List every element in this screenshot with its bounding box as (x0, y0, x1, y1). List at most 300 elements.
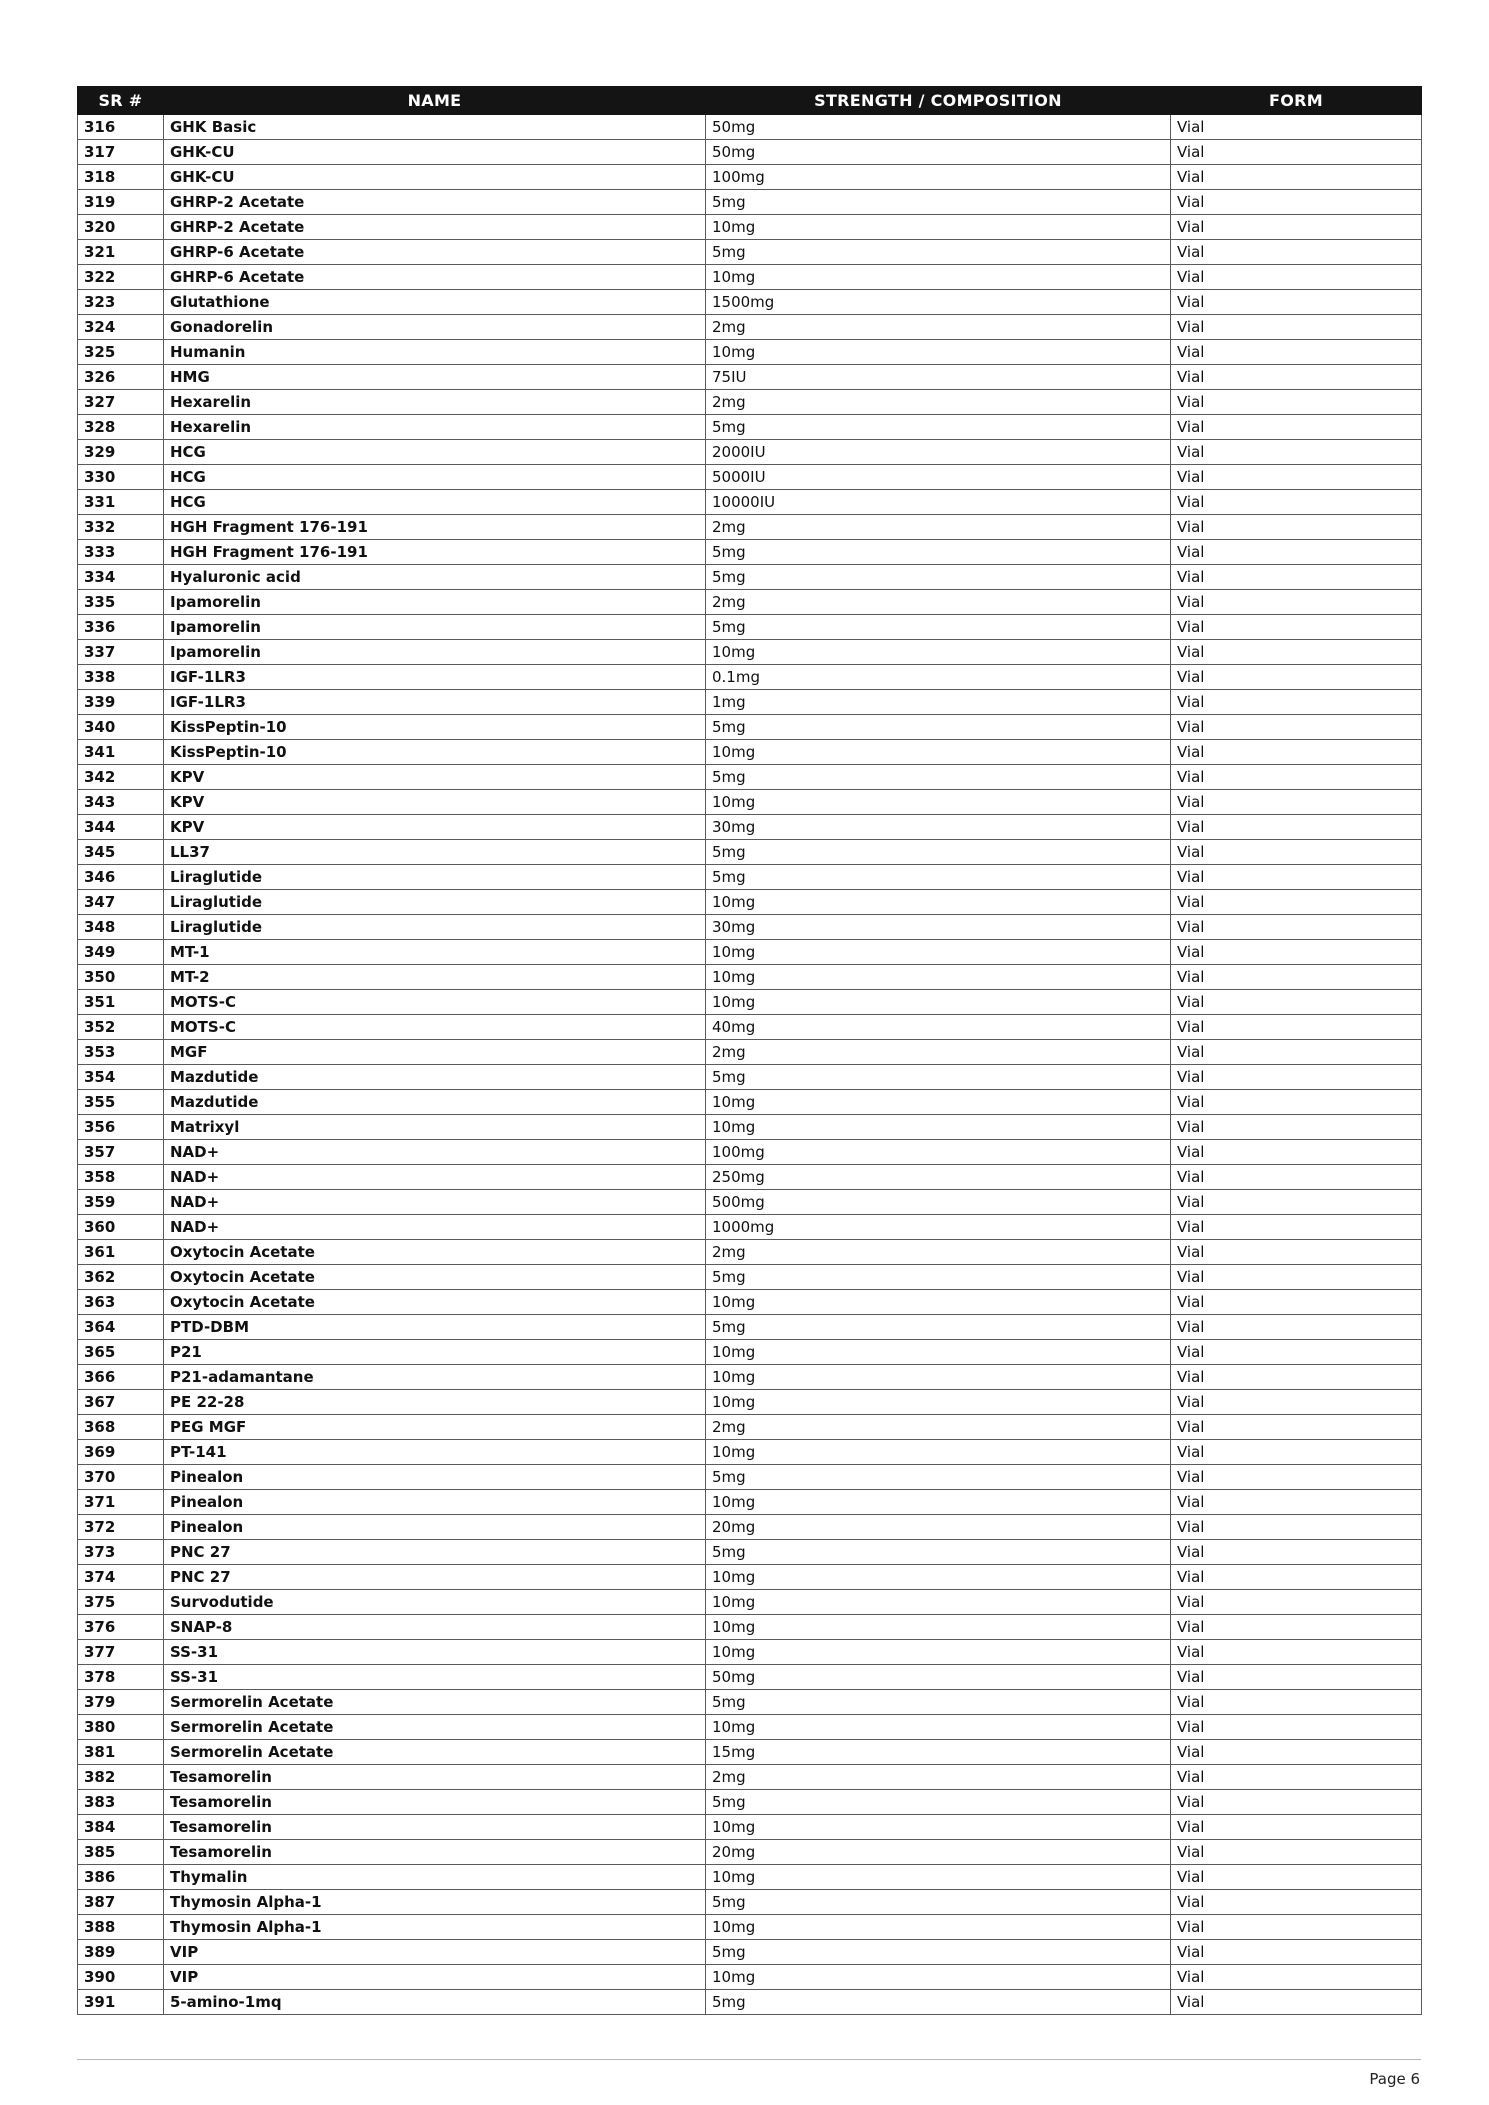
cell-name: PT-141 (164, 1440, 706, 1465)
cell-sr: 390 (78, 1965, 164, 1990)
cell-strength: 2mg (706, 315, 1171, 340)
cell-strength: 10mg (706, 1590, 1171, 1615)
cell-sr: 354 (78, 1065, 164, 1090)
cell-form: Vial (1171, 565, 1422, 590)
cell-form: Vial (1171, 540, 1422, 565)
cell-strength: 20mg (706, 1840, 1171, 1865)
cell-sr: 335 (78, 590, 164, 615)
cell-form: Vial (1171, 1190, 1422, 1215)
cell-form: Vial (1171, 290, 1422, 315)
cell-sr: 336 (78, 615, 164, 640)
cell-strength: 10mg (706, 1815, 1171, 1840)
cell-strength: 5mg (706, 1465, 1171, 1490)
table-row (78, 1340, 1422, 1365)
table-row (78, 365, 1422, 390)
cell-name: KPV (164, 815, 706, 840)
cell-form: Vial (1171, 1015, 1422, 1040)
cell-name: HCG (164, 465, 706, 490)
cell-form: Vial (1171, 965, 1422, 990)
table-row (78, 240, 1422, 265)
cell-sr: 321 (78, 240, 164, 265)
cell-strength: 5mg (706, 1940, 1171, 1965)
cell-sr: 355 (78, 1090, 164, 1115)
cell-form: Vial (1171, 1590, 1422, 1615)
cell-strength: 1500mg (706, 290, 1171, 315)
cell-strength: 10mg (706, 790, 1171, 815)
cell-form: Vial (1171, 415, 1422, 440)
cell-name: KissPeptin-10 (164, 740, 706, 765)
cell-form: Vial (1171, 1265, 1422, 1290)
cell-strength: 5000IU (706, 465, 1171, 490)
page-number: Page 6 (1369, 2070, 1420, 2088)
table-row (78, 1140, 1422, 1165)
cell-strength: 5mg (706, 1890, 1171, 1915)
cell-form: Vial (1171, 1090, 1422, 1115)
cell-name: Pinealon (164, 1515, 706, 1540)
cell-strength: 5mg (706, 1690, 1171, 1715)
cell-name: PTD-DBM (164, 1315, 706, 1340)
cell-sr: 342 (78, 765, 164, 790)
table-row (78, 1215, 1422, 1240)
cell-sr: 364 (78, 1315, 164, 1340)
cell-sr: 389 (78, 1940, 164, 1965)
cell-name: NAD+ (164, 1190, 706, 1215)
cell-name: KissPeptin-10 (164, 715, 706, 740)
cell-strength: 10mg (706, 1615, 1171, 1640)
cell-strength: 10mg (706, 1115, 1171, 1140)
cell-form: Vial (1171, 640, 1422, 665)
cell-sr: 316 (78, 115, 164, 140)
cell-strength: 100mg (706, 1140, 1171, 1165)
cell-strength: 10mg (706, 1965, 1171, 1990)
cell-form: Vial (1171, 940, 1422, 965)
cell-form: Vial (1171, 865, 1422, 890)
cell-form: Vial (1171, 1890, 1422, 1915)
table-row (78, 1715, 1422, 1740)
cell-name: Survodutide (164, 1590, 706, 1615)
cell-strength: 2000IU (706, 440, 1171, 465)
cell-sr: 383 (78, 1790, 164, 1815)
table-row (78, 590, 1422, 615)
table-row (78, 665, 1422, 690)
cell-form: Vial (1171, 440, 1422, 465)
table-row (78, 1440, 1422, 1465)
table-row (78, 990, 1422, 1015)
cell-strength: 10mg (706, 1440, 1171, 1465)
cell-form: Vial (1171, 365, 1422, 390)
table-row (78, 1690, 1422, 1715)
table-row (78, 965, 1422, 990)
cell-sr: 341 (78, 740, 164, 765)
cell-strength: 0.1mg (706, 665, 1171, 690)
cell-form: Vial (1171, 1615, 1422, 1640)
cell-strength: 5mg (706, 1265, 1171, 1290)
table-row (78, 865, 1422, 890)
table-row (78, 915, 1422, 940)
table-row (78, 1290, 1422, 1315)
cell-form: Vial (1171, 1065, 1422, 1090)
cell-strength: 2mg (706, 590, 1171, 615)
cell-name: Oxytocin Acetate (164, 1265, 706, 1290)
table-body (78, 115, 1422, 2015)
cell-sr: 361 (78, 1240, 164, 1265)
cell-name: 5-amino-1mq (164, 1990, 706, 2015)
table-row (78, 1015, 1422, 1040)
cell-sr: 362 (78, 1265, 164, 1290)
cell-strength: 2mg (706, 1765, 1171, 1790)
cell-form: Vial (1171, 740, 1422, 765)
cell-strength: 1000mg (706, 1215, 1171, 1240)
cell-sr: 377 (78, 1640, 164, 1665)
cell-sr: 352 (78, 1015, 164, 1040)
cell-strength: 2mg (706, 515, 1171, 540)
cell-strength: 20mg (706, 1515, 1171, 1540)
cell-strength: 40mg (706, 1015, 1171, 1040)
cell-sr: 359 (78, 1190, 164, 1215)
cell-sr: 343 (78, 790, 164, 815)
cell-sr: 374 (78, 1565, 164, 1590)
cell-form: Vial (1171, 665, 1422, 690)
cell-strength: 250mg (706, 1165, 1171, 1190)
cell-form: Vial (1171, 1315, 1422, 1340)
cell-strength: 5mg (706, 1315, 1171, 1340)
cell-name: MT-2 (164, 965, 706, 990)
cell-name: HGH Fragment 176-191 (164, 515, 706, 540)
cell-sr: 367 (78, 1390, 164, 1415)
cell-strength: 15mg (706, 1740, 1171, 1765)
cell-sr: 387 (78, 1890, 164, 1915)
cell-sr: 348 (78, 915, 164, 940)
cell-name: PE 22-28 (164, 1390, 706, 1415)
table-row (78, 690, 1422, 715)
cell-name: Hexarelin (164, 390, 706, 415)
table-row (78, 1665, 1422, 1690)
table-row (78, 490, 1422, 515)
cell-name: HCG (164, 490, 706, 515)
cell-strength: 10mg (706, 990, 1171, 1015)
cell-sr: 385 (78, 1840, 164, 1865)
cell-form: Vial (1171, 315, 1422, 340)
cell-form: Vial (1171, 1865, 1422, 1890)
table-row (78, 715, 1422, 740)
cell-strength: 100mg (706, 165, 1171, 190)
cell-sr: 340 (78, 715, 164, 740)
cell-name: GHK-CU (164, 140, 706, 165)
cell-strength: 5mg (706, 765, 1171, 790)
cell-strength: 5mg (706, 615, 1171, 640)
table-row (78, 1865, 1422, 1890)
cell-sr: 384 (78, 1815, 164, 1840)
cell-sr: 381 (78, 1740, 164, 1765)
cell-strength: 50mg (706, 140, 1171, 165)
cell-name: P21 (164, 1340, 706, 1365)
table-row (78, 190, 1422, 215)
table-row (78, 840, 1422, 865)
cell-form: Vial (1171, 840, 1422, 865)
cell-strength: 10mg (706, 1715, 1171, 1740)
table-row (78, 640, 1422, 665)
cell-sr: 331 (78, 490, 164, 515)
header-name: NAME (164, 87, 706, 115)
table-row (78, 940, 1422, 965)
cell-name: MOTS-C (164, 990, 706, 1015)
cell-sr: 375 (78, 1590, 164, 1615)
cell-form: Vial (1171, 1540, 1422, 1565)
cell-strength: 10mg (706, 1290, 1171, 1315)
cell-sr: 346 (78, 865, 164, 890)
cell-name: IGF-1LR3 (164, 665, 706, 690)
cell-name: Tesamorelin (164, 1815, 706, 1840)
cell-strength: 5mg (706, 415, 1171, 440)
cell-form: Vial (1171, 990, 1422, 1015)
table-row (78, 1515, 1422, 1540)
cell-sr: 347 (78, 890, 164, 915)
cell-sr: 365 (78, 1340, 164, 1365)
cell-strength: 10mg (706, 1365, 1171, 1390)
table-row (78, 440, 1422, 465)
cell-form: Vial (1171, 1715, 1422, 1740)
cell-form: Vial (1171, 1640, 1422, 1665)
cell-sr: 363 (78, 1290, 164, 1315)
cell-name: GHRP-2 Acetate (164, 215, 706, 240)
cell-strength: 10mg (706, 1340, 1171, 1365)
table-row (78, 1090, 1422, 1115)
cell-sr: 378 (78, 1665, 164, 1690)
table-row (78, 1490, 1422, 1515)
cell-strength: 1mg (706, 690, 1171, 715)
table-row (78, 1540, 1422, 1565)
cell-form: Vial (1171, 1165, 1422, 1190)
cell-name: PNC 27 (164, 1540, 706, 1565)
cell-strength: 5mg (706, 540, 1171, 565)
cell-form: Vial (1171, 715, 1422, 740)
cell-sr: 334 (78, 565, 164, 590)
table-row (78, 1815, 1422, 1840)
header-strength: STRENGTH / COMPOSITION (706, 87, 1171, 115)
cell-name: Liraglutide (164, 915, 706, 940)
cell-form: Vial (1171, 1390, 1422, 1415)
table-row (78, 115, 1422, 140)
cell-strength: 10mg (706, 890, 1171, 915)
cell-name: Humanin (164, 340, 706, 365)
cell-strength: 5mg (706, 1990, 1171, 2015)
cell-name: HGH Fragment 176-191 (164, 540, 706, 565)
cell-form: Vial (1171, 890, 1422, 915)
cell-sr: 344 (78, 815, 164, 840)
cell-name: PNC 27 (164, 1565, 706, 1590)
table-header (78, 87, 1422, 115)
cell-strength: 5mg (706, 1540, 1171, 1565)
cell-name: SS-31 (164, 1640, 706, 1665)
cell-sr: 351 (78, 990, 164, 1015)
cell-name: Tesamorelin (164, 1790, 706, 1815)
cell-form: Vial (1171, 1840, 1422, 1865)
cell-strength: 10mg (706, 340, 1171, 365)
cell-form: Vial (1171, 1215, 1422, 1240)
table-row (78, 1615, 1422, 1640)
cell-name: MGF (164, 1040, 706, 1065)
cell-name: GHRP-6 Acetate (164, 240, 706, 265)
cell-sr: 386 (78, 1865, 164, 1890)
cell-sr: 391 (78, 1990, 164, 2015)
table-row (78, 1590, 1422, 1615)
cell-name: LL37 (164, 840, 706, 865)
cell-sr: 327 (78, 390, 164, 415)
cell-form: Vial (1171, 1765, 1422, 1790)
cell-name: Liraglutide (164, 865, 706, 890)
cell-form: Vial (1171, 1490, 1422, 1515)
cell-strength: 5mg (706, 1790, 1171, 1815)
table-row (78, 565, 1422, 590)
cell-name: Pinealon (164, 1490, 706, 1515)
cell-form: Vial (1171, 590, 1422, 615)
table-row (78, 1190, 1422, 1215)
cell-name: P21-adamantane (164, 1365, 706, 1390)
cell-strength: 30mg (706, 815, 1171, 840)
cell-name: Pinealon (164, 1465, 706, 1490)
header-form: FORM (1171, 87, 1422, 115)
cell-sr: 325 (78, 340, 164, 365)
cell-strength: 10mg (706, 1640, 1171, 1665)
cell-strength: 2mg (706, 1415, 1171, 1440)
cell-name: Tesamorelin (164, 1765, 706, 1790)
table-row (78, 1265, 1422, 1290)
cell-strength: 75IU (706, 365, 1171, 390)
table-row (78, 1840, 1422, 1865)
cell-form: Vial (1171, 765, 1422, 790)
cell-form: Vial (1171, 1940, 1422, 1965)
cell-strength: 10mg (706, 265, 1171, 290)
cell-name: KPV (164, 790, 706, 815)
cell-name: Oxytocin Acetate (164, 1240, 706, 1265)
cell-name: NAD+ (164, 1215, 706, 1240)
cell-form: Vial (1171, 1740, 1422, 1765)
cell-name: MOTS-C (164, 1015, 706, 1040)
table-row (78, 1165, 1422, 1190)
table-row (78, 765, 1422, 790)
cell-form: Vial (1171, 690, 1422, 715)
cell-form: Vial (1171, 1240, 1422, 1265)
cell-strength: 10mg (706, 640, 1171, 665)
cell-sr: 356 (78, 1115, 164, 1140)
cell-strength: 5mg (706, 840, 1171, 865)
cell-sr: 330 (78, 465, 164, 490)
cell-name: Sermorelin Acetate (164, 1740, 706, 1765)
cell-sr: 320 (78, 215, 164, 240)
table-row (78, 1940, 1422, 1965)
header-row (78, 87, 1422, 115)
cell-form: Vial (1171, 815, 1422, 840)
cell-sr: 366 (78, 1365, 164, 1390)
table-row (78, 790, 1422, 815)
cell-strength: 5mg (706, 565, 1171, 590)
cell-strength: 10mg (706, 1865, 1171, 1890)
cell-form: Vial (1171, 1415, 1422, 1440)
cell-sr: 318 (78, 165, 164, 190)
cell-sr: 358 (78, 1165, 164, 1190)
table-row (78, 1415, 1422, 1440)
cell-form: Vial (1171, 1515, 1422, 1540)
table-row (78, 1315, 1422, 1340)
cell-form: Vial (1171, 140, 1422, 165)
cell-sr: 368 (78, 1415, 164, 1440)
cell-name: HMG (164, 365, 706, 390)
cell-strength: 10mg (706, 1090, 1171, 1115)
cell-strength: 2mg (706, 1240, 1171, 1265)
cell-name: Thymosin Alpha-1 (164, 1890, 706, 1915)
table-row (78, 1965, 1422, 1990)
cell-sr: 323 (78, 290, 164, 315)
cell-name: Matrixyl (164, 1115, 706, 1140)
table-row (78, 615, 1422, 640)
cell-form: Vial (1171, 1565, 1422, 1590)
cell-strength: 10mg (706, 940, 1171, 965)
cell-strength: 5mg (706, 1065, 1171, 1090)
table-row (78, 140, 1422, 165)
table-row (78, 1240, 1422, 1265)
table-row (78, 1915, 1422, 1940)
cell-strength: 10mg (706, 1915, 1171, 1940)
cell-strength: 10mg (706, 215, 1171, 240)
cell-name: Sermorelin Acetate (164, 1690, 706, 1715)
cell-sr: 373 (78, 1540, 164, 1565)
table-row (78, 1790, 1422, 1815)
table-row (78, 415, 1422, 440)
cell-name: Tesamorelin (164, 1840, 706, 1865)
cell-sr: 350 (78, 965, 164, 990)
cell-form: Vial (1171, 1915, 1422, 1940)
cell-form: Vial (1171, 1965, 1422, 1990)
cell-name: VIP (164, 1965, 706, 1990)
cell-form: Vial (1171, 265, 1422, 290)
cell-name: Ipamorelin (164, 615, 706, 640)
cell-name: GHRP-2 Acetate (164, 190, 706, 215)
table-row (78, 515, 1422, 540)
cell-form: Vial (1171, 1140, 1422, 1165)
cell-sr: 380 (78, 1715, 164, 1740)
cell-name: Hexarelin (164, 415, 706, 440)
cell-sr: 328 (78, 415, 164, 440)
cell-form: Vial (1171, 1665, 1422, 1690)
cell-strength: 50mg (706, 115, 1171, 140)
cell-sr: 326 (78, 365, 164, 390)
cell-name: HCG (164, 440, 706, 465)
cell-strength: 10mg (706, 965, 1171, 990)
cell-name: SS-31 (164, 1665, 706, 1690)
cell-form: Vial (1171, 790, 1422, 815)
cell-name: Glutathione (164, 290, 706, 315)
table-row (78, 1740, 1422, 1765)
cell-sr: 338 (78, 665, 164, 690)
cell-name: NAD+ (164, 1165, 706, 1190)
cell-form: Vial (1171, 465, 1422, 490)
cell-name: IGF-1LR3 (164, 690, 706, 715)
table-row (78, 1565, 1422, 1590)
cell-form: Vial (1171, 1340, 1422, 1365)
cell-strength: 5mg (706, 865, 1171, 890)
cell-sr: 319 (78, 190, 164, 215)
cell-strength: 10mg (706, 1490, 1171, 1515)
table-row (78, 1115, 1422, 1140)
cell-form: Vial (1171, 115, 1422, 140)
table-row (78, 390, 1422, 415)
cell-sr: 357 (78, 1140, 164, 1165)
table-row (78, 1365, 1422, 1390)
cell-name: Mazdutide (164, 1065, 706, 1090)
cell-sr: 369 (78, 1440, 164, 1465)
table-row (78, 1765, 1422, 1790)
cell-sr: 345 (78, 840, 164, 865)
